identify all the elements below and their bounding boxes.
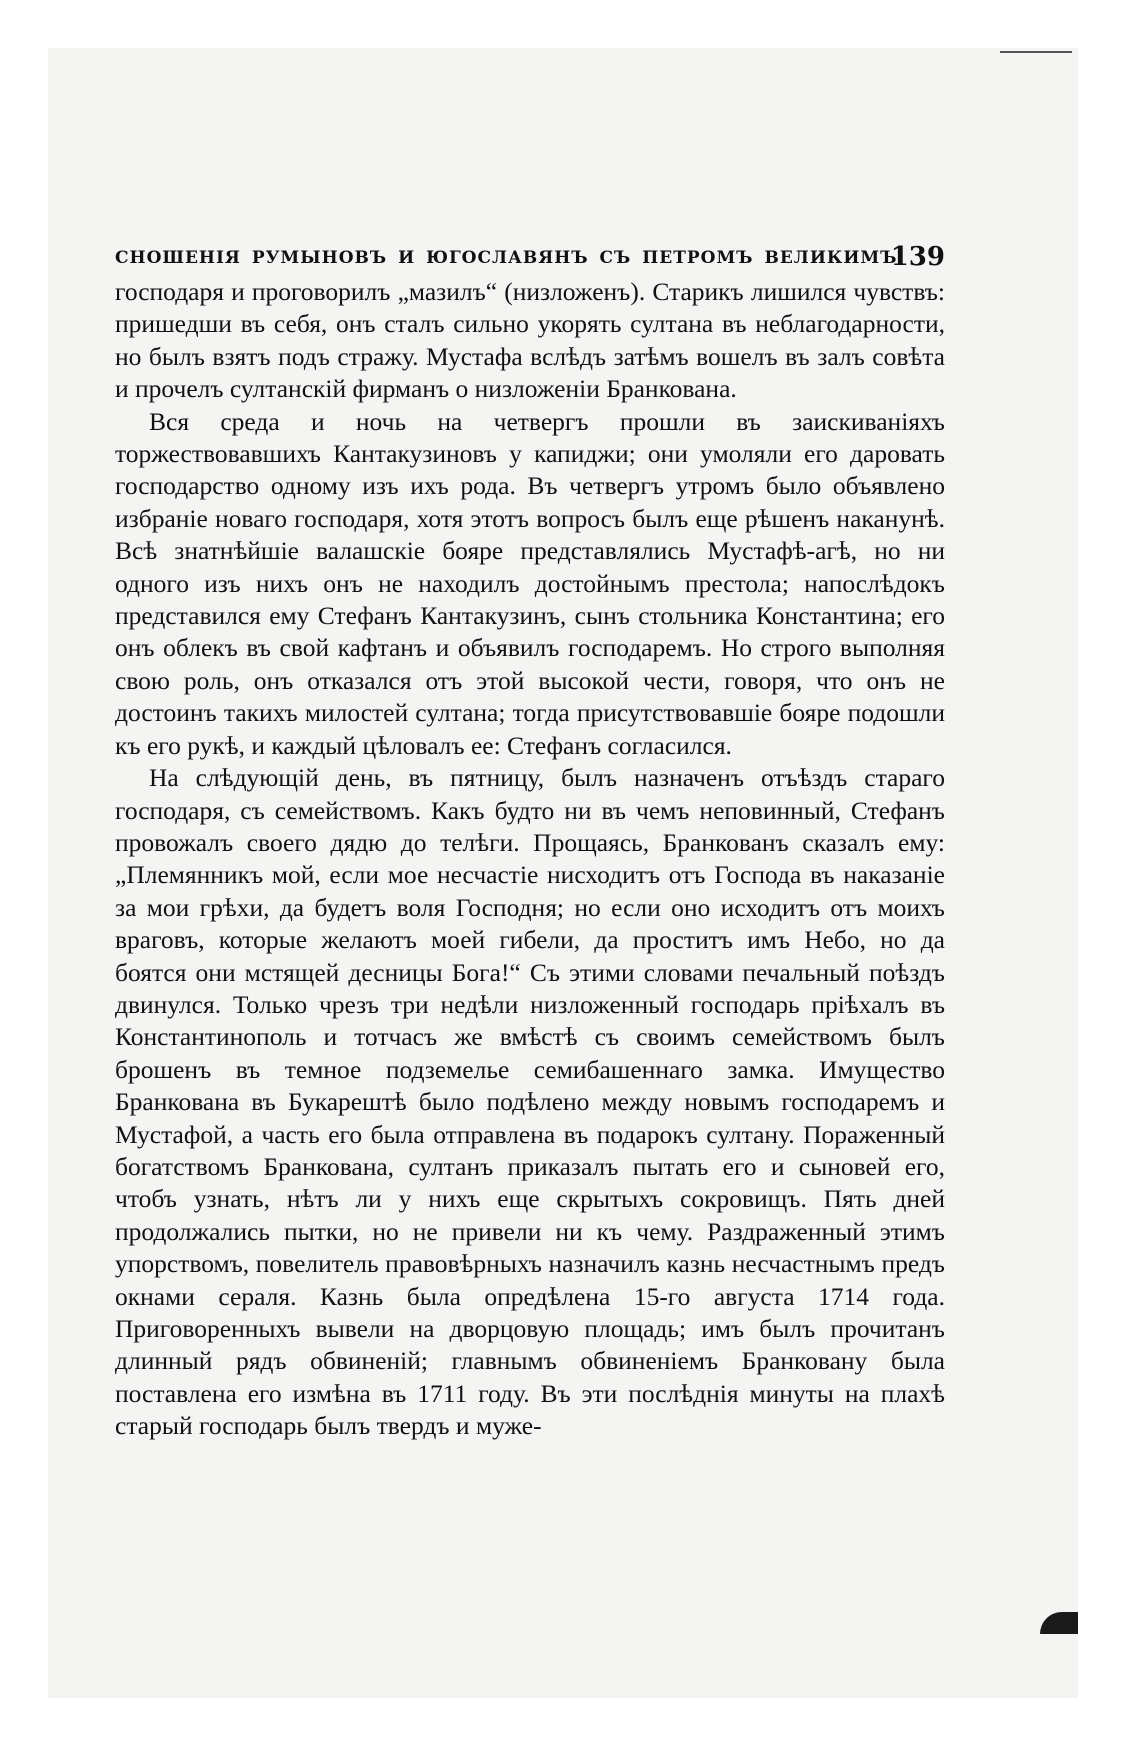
- paragraph-3: На слѣдующій день, въ пятницу, былъ назначенъ отъѣздъ стараго господаря, съ семействомъ. Какъ будто ни въ чемъ неповинный, Стефанъ провожалъ своего дядю до телѣги. Прощаясь, Бранкованъ сказалъ ему: „Племянникъ мой, если мое несчастіе нисходитъ отъ Господа въ наказаніе за мои грѣхи, да будетъ воля Господня; но если оно исходитъ отъ моихъ враговъ, которые желаютъ моей гибели, да проститъ имъ Небо, но да боятся они мстящей десницы Бога!“ Съ этими словами печальный поѣздъ двинулся. Только чрезъ три недѣли низложенный господарь пріѣхалъ въ Константинополь и тотчасъ же вмѣстѣ съ своимъ семействомъ былъ брошенъ въ темное подземелье семибашеннаго замка. Имущество Бранкована въ Букарештѣ было подѣлено между новымъ господаремъ и Мустафой, а часть его была отправлена въ подарокъ султану. Пораженный богатствомъ Бранкована, султанъ приказалъ пытать его и сыновей его, чтобъ узнать, нѣтъ ли у нихъ еще скрытыхъ сокровищъ. Пять дней продолжались пытки, но не привели ни къ чему. Раздраженный этимъ упорствомъ, повелитель правовѣрныхъ назначилъ казнь несчастнымъ предъ окнами сераля. Казнь была опредѣлена 15-го августа 1714 года. Приговоренныхъ вывели на дворцовую площадь; имъ былъ прочитанъ длинный рядъ обвиненій; главнымъ обвиненіемъ Бранковану была поставлена его измѣна въ 1711 году. Въ эти послѣднія минуты на плахѣ старый господарь былъ твердъ и муже-: [115, 763, 945, 1441]
- body-text: [115, 276, 945, 1443]
- paragraph-1: господаря и проговорилъ „мазилъ“ (низложенъ). Старикъ лишился чувствъ: пришедши въ себя, онъ сталъ сильно укорять султана въ неблагодарности, но былъ взятъ подъ стражу. Мустафа вслѣдъ затѣмъ вошелъ въ залъ совѣта и прочелъ султанскій фирманъ о низложеніи Бранкована.: [115, 277, 945, 404]
- header-title: СНОШЕНІЯ РУМЫНОВЪ И ЮГОСЛАВЯНЪ СЪ ПЕТРОМЪ ВЕЛИКИМЪ.: [115, 248, 905, 268]
- paragraph-2: Вся среда и ночь на четвергъ прошли въ заискиваніяхъ торжествовавшихъ Кантакузиновъ у капиджи; они умоляли его даровать господарство одному изъ ихъ рода. Въ четвергъ утромъ было объявлено избраніе новаго господаря, хотя этотъ вопросъ былъ еще рѣшенъ наканунѣ. Всѣ знатнѣйшіе валашскіе бояре представлялись Мустафѣ-агѣ, но ни одного изъ нихъ онъ не находилъ достойнымъ престола; напослѣдокъ представился ему Стефанъ Кантакузинъ, сынъ стольника Константина; его онъ облекъ въ свой кафтанъ и объявилъ господаремъ. Но строго выполняя свою роль, онъ отказался отъ этой высокой чести, говоря, что онъ не достоинъ такихъ милостей султана; тогда присутствовавшіе бояре подошли къ его рукѣ, и каждый цѣловалъ ее: Стефанъ согласился.: [115, 406, 945, 760]
- scan-edge-line: [1000, 51, 1072, 53]
- page-number: 139: [890, 242, 945, 272]
- running-header: [115, 244, 945, 280]
